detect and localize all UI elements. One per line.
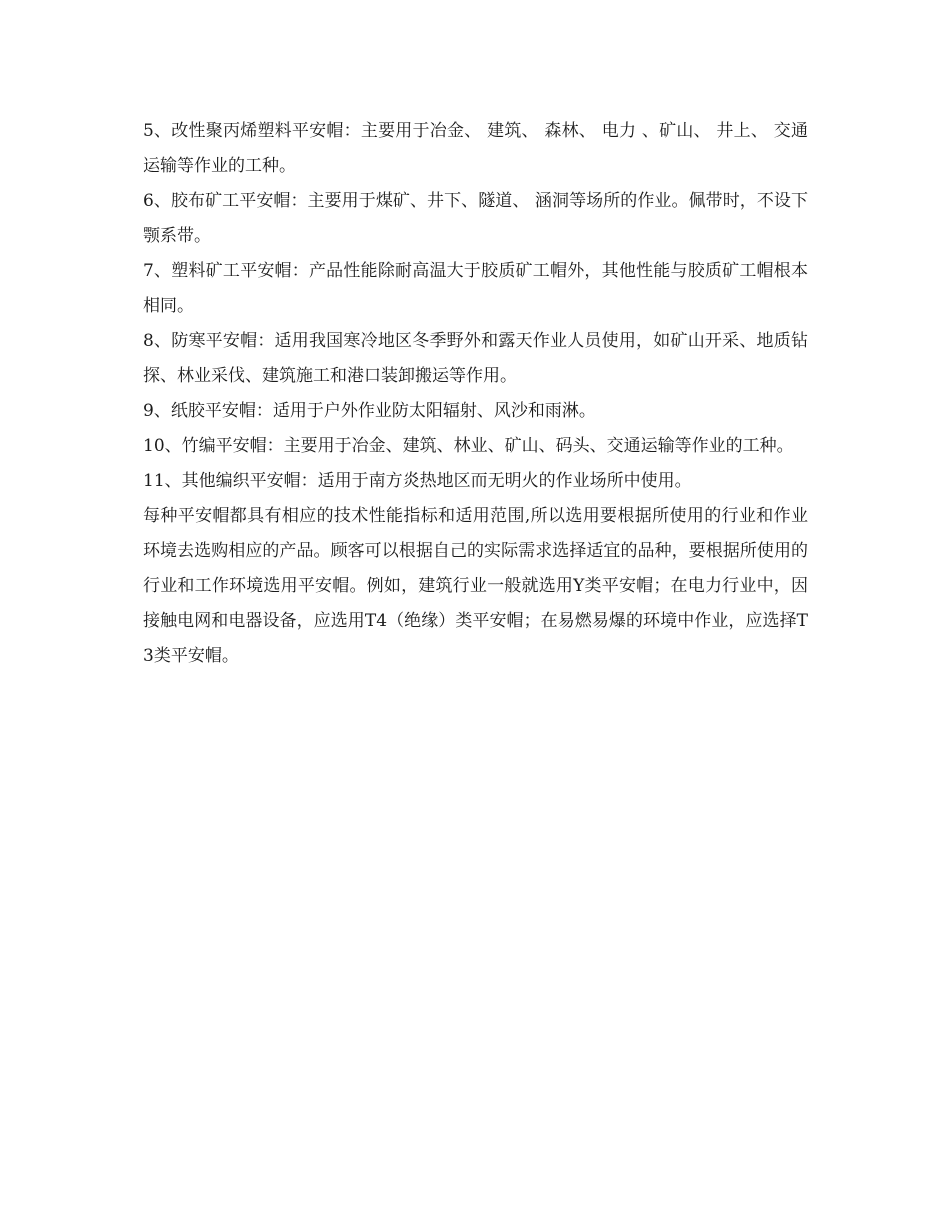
paragraph-item-9: 9、纸胶平安帽：适用于户外作业防太阳辐射、风沙和雨淋。 xyxy=(143,401,596,421)
paragraph-item-11: 11、其他编织平安帽：适用于南方炎热地区而无明火的作业场所中使用。 xyxy=(143,471,692,491)
paragraph-item-6: 6、胶布矿工平安帽：主要用于煤矿、井下、隧道、 涵洞等场所的作业。佩带时，不设下颚系带。 xyxy=(143,191,808,246)
document-body xyxy=(143,114,808,674)
paragraph-item-5: 5、改性聚丙烯塑料平安帽：主要用于冶金、 建筑、 森林、 电力 、矿山、 井上、 交通运输等作业的工种。 xyxy=(143,121,808,176)
paragraph-item-8: 8、防寒平安帽：适用我国寒冷地区冬季野外和露天作业人员使用，如矿山开采、地质钻探、林业采伐、建筑施工和港口装卸搬运等作用。 xyxy=(143,331,808,386)
paragraph-summary: 每种平安帽都具有相应的技术性能指标和适用范围,所以选用要根据所使用的行业和作业环境去选购相应的产品。顾客可以根据自己的实际需求选择适宜的品种，要根据所使用的行业和工作环境选用平安帽。例如，建筑行业一般就选用Y类平安帽；在电力行业中，因接触电网和电器设备，应选用T4（绝缘）类平安帽；在易燃易爆的环境中作业，应选择T3类平安帽。 xyxy=(143,506,808,666)
paragraph-item-10: 10、竹编平安帽：主要用于冶金、建筑、林业、矿山、码头、交通运输等作业的工种。 xyxy=(143,436,794,456)
paragraph-item-7: 7、塑料矿工平安帽：产品性能除耐高温大于胶质矿工帽外，其他性能与胶质矿工帽根本相同。 xyxy=(143,261,808,316)
